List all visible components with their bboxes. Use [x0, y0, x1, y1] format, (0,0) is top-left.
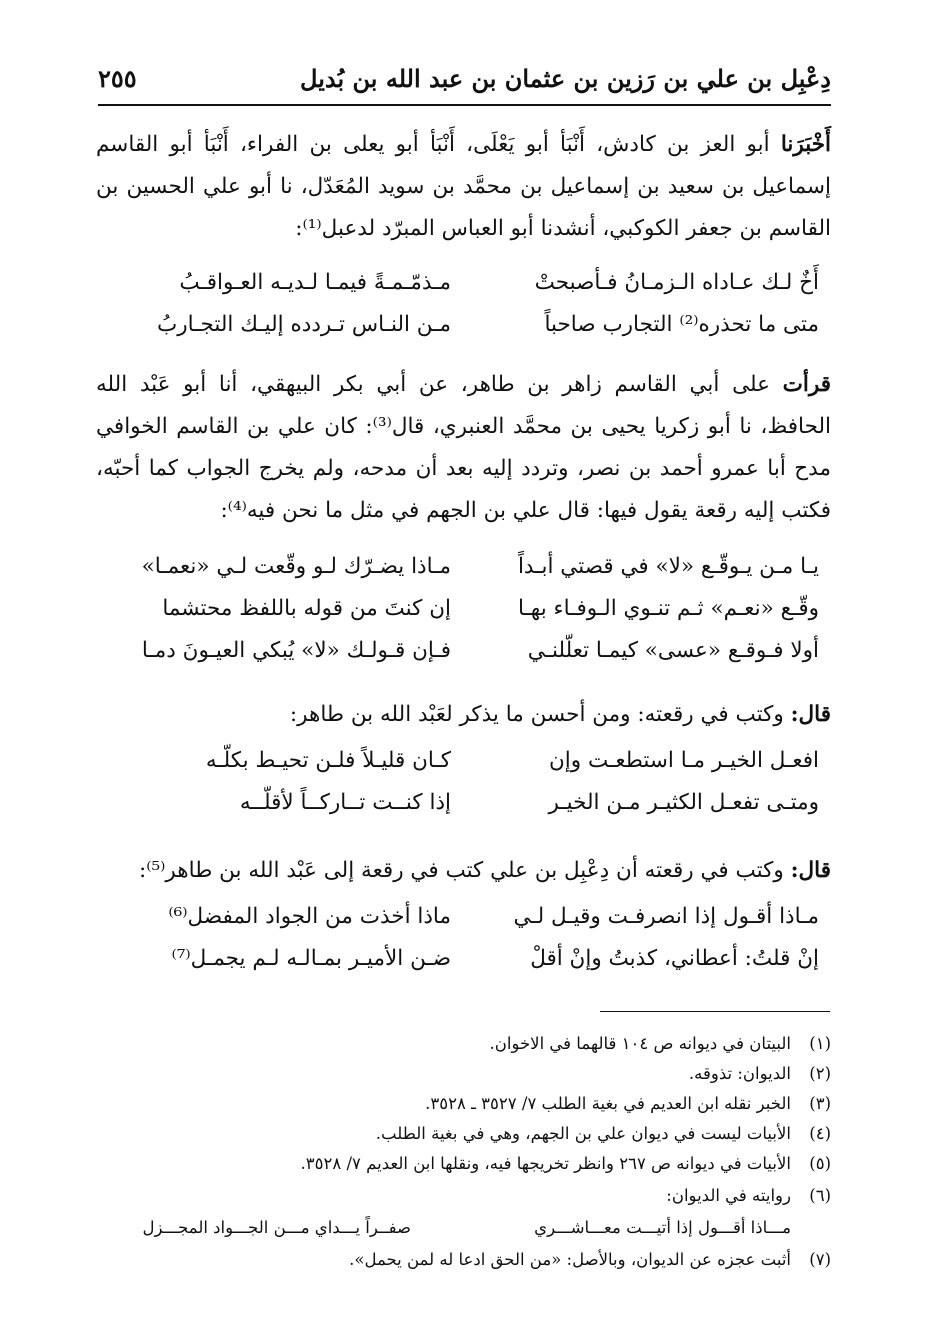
paragraph-line — [96, 364, 831, 406]
line-text: وكتب في رقعته أن دِعْبِل بن علي كتب في رقعة إلى عَبْد الله بن طاهر⁽⁵⁾: — [139, 858, 784, 883]
paragraph-line: الحافظ، نا أبو زكريا يحيى بن محمَّد العنبري، قال⁽³⁾: كان علي بن القاسم الخوافي — [96, 414, 831, 439]
verse-line — [96, 748, 831, 786]
footnote-number: (٦) — [809, 1186, 831, 1205]
line-text: على أبي القاسم زاهر بن طاهر، عن أبي بكر البيهقي، أنا أبو عَبْد الله — [96, 372, 770, 397]
paragraph-line — [96, 850, 831, 892]
paragraph-lead-word: قال: — [790, 858, 831, 883]
paragraph-line: فكتب إليه رقعة يقول فيها: قال علي بن الجهم في مثل ما نحن فيه⁽⁴⁾: — [220, 498, 831, 523]
verse-second-hemistich: إن كنتَ من قوله باللفظ محتشما — [162, 596, 451, 621]
verse-line — [96, 270, 831, 308]
footnote — [96, 1124, 831, 1154]
paragraph-line — [96, 124, 831, 166]
paragraph-line: مدح أبا عمرو أحمد بن نصر، وتردد إليه بعد أن مدحه، ولم يخرج الجواب كما أحبّه، — [96, 456, 831, 481]
footnote-number: (٤) — [809, 1124, 831, 1143]
paragraph-line — [96, 694, 831, 736]
verse-line — [96, 638, 831, 676]
footnote — [96, 1154, 831, 1184]
paragraph-lead-word: قرأت — [782, 372, 831, 397]
running-header-title: دِعْبِل بن علي بن رَزين بن عثمان بن عبد الله بن بُديل — [300, 64, 831, 93]
line-text: أبو العز بن كادش، أَنْبَأ أبو يَعْلَى، أَنْبَأ أبو يعلى بن الفراء، أَنْبَأ أبو القاسم — [96, 132, 770, 157]
paragraph-line: إسماعيل بن سعيد بن إسماعيل بن محمَّد بن سويد المُعَدّل، نا أبو علي الحسين بن — [96, 174, 831, 199]
verse-second-hemistich: فـإن قـولـك «لا» يُبكي العيـونَ دمـا — [141, 638, 451, 663]
footnote — [96, 1034, 831, 1064]
footnote-divider — [600, 1011, 830, 1012]
verse-first-hemistich: أَخٌ لـك عـاداه الـزمـانُ فـأصبحتْ — [534, 270, 819, 295]
footnote-number: (٣) — [809, 1094, 831, 1113]
footnote-text: الديوان: تذوقه. — [688, 1064, 791, 1083]
footnote-number: (٢) — [809, 1064, 831, 1083]
footnote — [96, 1186, 831, 1216]
footnote-number: (١) — [809, 1034, 831, 1053]
verse-line — [96, 312, 831, 350]
verse-first-hemistich: متى ما تحذره⁽²⁾ التجارب صاحباً — [544, 312, 819, 337]
verse-second-hemistich: كـان قليـلاً فلـن تحيـط بكلّـه — [205, 748, 451, 773]
verse-second-hemistich: مـذمّـمـةً فيمـا لـديـه العـواقـبُ — [179, 270, 451, 295]
paragraph-qala-1 — [96, 694, 831, 736]
verse-line — [96, 554, 831, 592]
paragraph-line: القاسم بن جعفر الكوكبي، أنشدنا أبو العباس المبرّد لدعبل⁽¹⁾: — [295, 216, 831, 241]
footnote-number: (٧) — [809, 1250, 831, 1269]
header-divider — [98, 104, 831, 106]
footnote-text: الخبر نقله ابن العديم في بغية الطلب ٧/ ٣٥٢٧ ـ ٣٥٢٨. — [425, 1094, 791, 1113]
paragraph-isnad-1 — [96, 124, 831, 250]
paragraph-lead-word: قال: — [790, 702, 831, 727]
footnote-text: البيتان في ديوانه ص ١٠٤ قالهما في الاخوان. — [489, 1034, 791, 1053]
verse-first-hemistich: وقّـع «نعـم» ثـم تنـوي الـوفـاء بهـا — [517, 596, 819, 621]
verse-second-hemistich: ضـن الأميـر بمـالـه لـم يجمـل⁽⁷⁾ — [171, 946, 451, 971]
footnote — [96, 1250, 831, 1280]
verse-second-hemistich: صفــراً يـــداي مـــن الجـــواد المجـــزل — [142, 1218, 411, 1237]
line-text: وكتب في رقعته: ومن أحسن ما يذكر لعَبْد الله بن طاهر: — [289, 702, 784, 727]
footnote-text: أثبت عجزه عن الديوان، وبالأصل: «من الحق ادعا له لمن يحمل». — [349, 1250, 791, 1269]
verse-first-hemistich: ومتـى تفعـل الكثيـر مـن الخيـر — [548, 790, 819, 815]
page-number: ٢٥٥ — [98, 64, 137, 93]
verse-line — [96, 904, 831, 942]
verse-second-hemistich: إذا كنــت تــاركــاً لأقلّــه — [239, 790, 451, 815]
footnote-verse — [96, 1218, 831, 1248]
paragraph-lead-word: أَخْبَرَنا — [780, 132, 832, 157]
footnote-text: الأبيات في ديوانه ص ٢٦٧ وانظر تخريجها فيه، ونقلها ابن العديم ٧/ ٣٥٢٨. — [300, 1154, 791, 1173]
verse-second-hemistich: مـن النـاس تـردده إليـك التجـاربُ — [157, 312, 451, 337]
verse-line — [96, 946, 831, 984]
footnote-text: روايته في الديوان: — [666, 1186, 791, 1205]
verse-line — [96, 596, 831, 634]
footnote-number: (٥) — [809, 1154, 831, 1173]
verse-first-hemistich: يـا مـن يـوقّـع «لا» في قصتي أبـداً — [517, 554, 819, 579]
verse-first-hemistich: أولا فـوقـع «عسى» كيمـا تعلّلنـي — [527, 638, 819, 663]
footnote-text: الأبيات ليست في ديوان علي بن الجهم، وهي في بغية الطلب. — [375, 1124, 791, 1143]
verse-second-hemistich: مـاذا يضـرّك لـو وقّعت لـي «نعمـا» — [141, 554, 451, 579]
verse-first-hemistich: إنْ قلتُ: أعطاني، كذبتُ وإنْ أقلْ — [530, 946, 819, 971]
verse-first-hemistich: مـاذا أقـول إذا انصرفـت وقيـل لـي — [513, 904, 819, 929]
verse-first-hemistich: مـــاذا أقـــول إذا أتيـــت معـــاشـــري — [534, 1218, 791, 1237]
paragraph-qala-2 — [96, 850, 831, 892]
verse-first-hemistich: افعـل الخيـر مـا استطعـت وإن — [549, 748, 819, 773]
verse-second-hemistich: ماذا أخذت من الجواد المفضل⁽⁶⁾ — [168, 904, 451, 929]
footnote — [96, 1094, 831, 1124]
footnote — [96, 1064, 831, 1094]
verse-line — [96, 790, 831, 828]
paragraph-isnad-2 — [96, 364, 831, 532]
